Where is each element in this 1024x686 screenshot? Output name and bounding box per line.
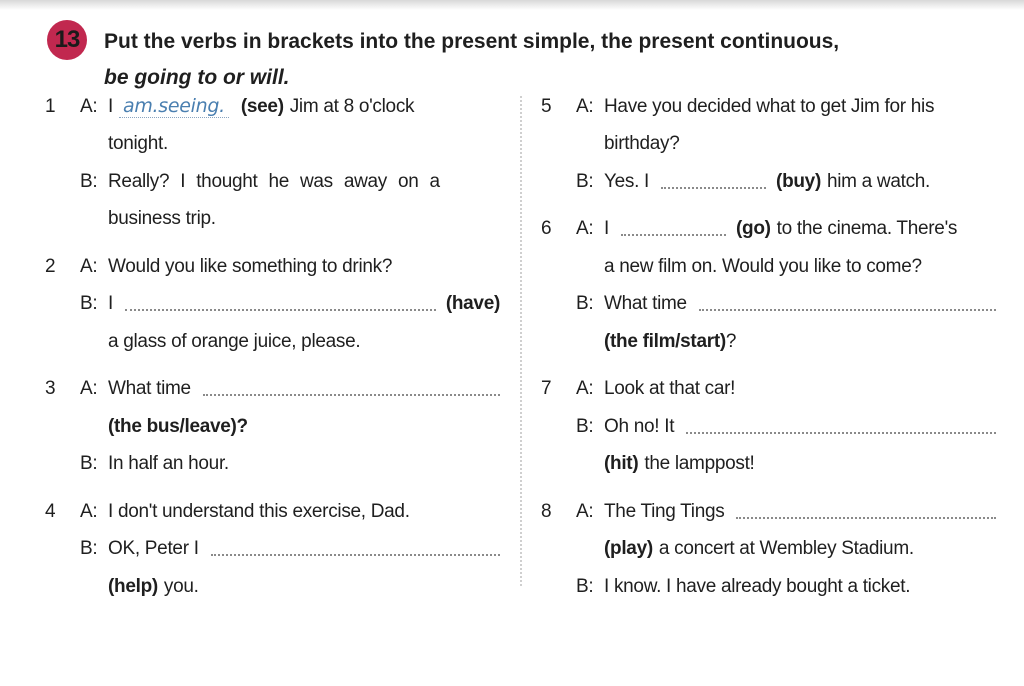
verb-prompt: (the film/start) xyxy=(604,330,726,352)
exercise-item-5 xyxy=(541,88,996,201)
text: Look at that car! xyxy=(604,378,736,400)
left-column xyxy=(45,88,500,616)
page-top-shadow xyxy=(0,0,1024,10)
text: Have you decided what to get Jim for his xyxy=(604,95,935,117)
text: you. xyxy=(163,575,199,597)
speaker-a: A: xyxy=(80,255,98,277)
instruction-line-2: be going to or will. xyxy=(104,66,290,89)
item-number: 1 xyxy=(45,95,56,117)
item-number: 7 xyxy=(541,378,552,400)
text: a concert at Wembley Stadium. xyxy=(658,538,914,560)
exercise-item-6 xyxy=(541,211,996,361)
item-number: 4 xyxy=(45,500,56,522)
speaker-a: A: xyxy=(80,95,98,117)
answer-blank[interactable] xyxy=(203,382,500,396)
speaker-a: A: xyxy=(576,95,594,117)
text: The Ting Tings xyxy=(604,500,725,522)
speaker-b: B: xyxy=(80,453,98,475)
answer-blank-filled[interactable]: am.seeing. xyxy=(119,95,229,118)
text: What time xyxy=(604,293,687,315)
text: ? xyxy=(725,330,737,352)
text: tonight. xyxy=(108,133,168,155)
instruction-line-1: Put the verbs in brackets into the present simple, the present continuous, xyxy=(104,30,840,53)
exercise-item-4 xyxy=(45,493,500,606)
text: Would you like something to drink? xyxy=(108,255,393,277)
exercise-item-1 xyxy=(45,88,500,238)
text: the lamppost! xyxy=(644,453,755,475)
exercise-number-badge: 13 xyxy=(47,20,87,60)
exercise-item-8 xyxy=(541,493,996,606)
answer-blank[interactable] xyxy=(211,542,500,556)
verb-prompt: (go) xyxy=(735,218,771,240)
verb-prompt: (buy) xyxy=(776,170,821,192)
text: I don't understand this exercise, Dad. xyxy=(108,500,410,522)
verb-prompt: (play) xyxy=(604,538,653,560)
answer-blank[interactable] xyxy=(699,297,996,311)
text: business trip. xyxy=(108,208,216,230)
speaker-a: A: xyxy=(576,218,594,240)
verb-prompt: (see) xyxy=(240,95,284,117)
speaker-b: B: xyxy=(576,293,594,315)
text: I xyxy=(108,293,113,315)
exercise-instruction xyxy=(104,24,1004,96)
speaker-a: A: xyxy=(80,378,98,400)
answer-blank[interactable] xyxy=(661,175,766,189)
exercise-item-2 xyxy=(45,248,500,361)
speaker-b: B: xyxy=(80,538,98,560)
speaker-a: A: xyxy=(576,500,594,522)
speaker-a: A: xyxy=(80,500,98,522)
column-divider xyxy=(520,96,522,586)
exercise-item-3 xyxy=(45,371,500,484)
speaker-b: B: xyxy=(576,170,594,192)
speaker-b: B: xyxy=(576,415,594,437)
text: Oh no! It xyxy=(604,415,675,437)
item-number: 5 xyxy=(541,95,552,117)
item-number: 6 xyxy=(541,218,552,240)
speaker-b: B: xyxy=(576,575,594,597)
text: a glass of orange juice, please. xyxy=(108,330,361,352)
right-column xyxy=(541,88,996,616)
answer-blank[interactable] xyxy=(621,222,726,236)
item-number: 2 xyxy=(45,255,56,277)
text: I know. I have already bought a ticket. xyxy=(604,575,911,597)
text: I xyxy=(604,218,609,240)
speaker-a: A: xyxy=(576,378,594,400)
text: a new film on. Would you like to come? xyxy=(604,255,922,277)
text: Jim at 8 o'clock xyxy=(289,95,415,117)
answer-blank[interactable] xyxy=(736,505,996,519)
text: I xyxy=(108,95,113,117)
verb-prompt: (help) xyxy=(108,575,158,597)
text: Yes. I xyxy=(604,170,650,192)
answer-blank[interactable] xyxy=(125,297,436,311)
item-number: 8 xyxy=(541,500,552,522)
verb-prompt: (have) xyxy=(445,293,500,315)
text: In half an hour. xyxy=(108,453,229,475)
verb-prompt: (the bus/leave)? xyxy=(108,415,248,437)
speaker-b: B: xyxy=(80,293,98,315)
answer-blank[interactable] xyxy=(686,420,996,434)
verb-prompt: (hit) xyxy=(604,453,639,475)
text: birthday? xyxy=(604,133,680,155)
item-number: 3 xyxy=(45,378,56,400)
text: What time xyxy=(108,378,191,400)
text: to the cinema. There's xyxy=(776,218,958,240)
text: OK, Peter I xyxy=(108,538,199,560)
text: him a watch. xyxy=(826,170,931,192)
exercise-item-7 xyxy=(541,371,996,484)
speaker-b: B: xyxy=(80,170,98,192)
text: Really? I thought he was away on a xyxy=(108,170,440,192)
